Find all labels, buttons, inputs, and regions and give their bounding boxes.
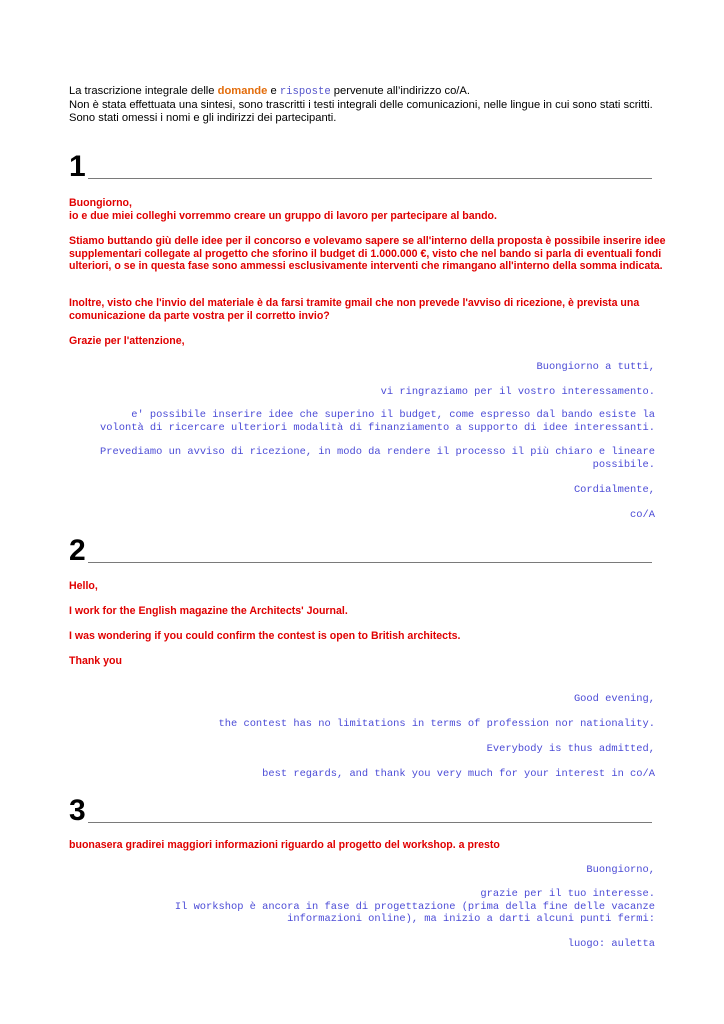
section-divider — [88, 178, 652, 179]
question-text: Thank you — [69, 655, 122, 667]
section-number: 3 — [69, 794, 86, 827]
answer-text: grazie per il tuo interesse. — [480, 888, 655, 900]
answer-text: Cordialmente, — [573, 484, 655, 496]
question-text: buonasera gradirei maggiori informazioni riguardo al progetto del workshop. a presto — [69, 839, 500, 851]
answer-text: e' possibile inserire idee che superino il budget, come espresso dal bando esiste la — [131, 409, 655, 421]
question-text: Buongiorno, — [69, 197, 132, 209]
answer-text: informazioni online), ma inizio a darti alcuni punti fermi: — [287, 913, 655, 925]
answer-text: the contest has no limitations in terms of profession nor nationality. — [218, 718, 655, 730]
intro-line-1 — [69, 85, 669, 99]
section-heading-1 — [69, 149, 652, 183]
keyword-questions: domande — [217, 85, 268, 97]
section-number: 1 — [69, 150, 86, 183]
answer-text: Buongiorno a tutti, — [536, 361, 655, 373]
question-text: Grazie per l'attenzione, — [69, 335, 185, 347]
intro-text: e — [267, 85, 280, 97]
intro-text: La trascrizione integrale delle — [69, 85, 218, 97]
section-number: 2 — [69, 534, 86, 567]
answer-text: Il workshop è ancora in fase di progettazione (prima della fine delle vacanze — [174, 901, 655, 913]
answer-text: co/A — [630, 509, 655, 521]
answer-text: Prevediamo un avviso di ricezione, in modo da rendere il processo il più chiaro e lineare — [100, 446, 655, 458]
question-text: Stiamo buttando giù delle idee per il concorso e volevamo sapere se all'interno della proposta è possibile inserire idee supplementari collegate al progetto che sforino il budget di 1.000.000 €, visto che nel bando si parla di eventuali fondi ulteriori, o se in questa fase sono ammessi esclusivamente interventi che rimangano all'interno della somma indicata. — [69, 235, 666, 272]
answer-text: Good evening, — [573, 693, 655, 705]
intro-line-3: Sono stati omessi i nomi e gli indirizzi dei partecipanti. — [69, 112, 337, 124]
answer-text: possibile. — [592, 459, 655, 471]
answer-text: volontà di ricercare ulteriori modalità di finanziamento a supporto di idee interessanti. — [100, 422, 655, 434]
keyword-answers: risposte — [279, 86, 331, 98]
intro-line-2: Non è stata effettuata una sintesi, sono trascritti i testi integrali delle comunicazioni, nelle lingue in cui sono stati scritti. — [69, 99, 653, 111]
intro-text: pervenute all’indirizzo co/A. — [330, 85, 470, 97]
answer-text: luogo: auletta — [567, 938, 655, 950]
intro-paragraph — [69, 85, 669, 125]
section-divider — [88, 822, 652, 823]
question-text: Inoltre, visto che l'invio del materiale è da farsi tramite gmail che non prevede l'avviso di ricezione, è prevista una comunicazione da parte vostra per il corretto invio? — [69, 297, 640, 322]
question-text: I was wondering if you could confirm the contest is open to British architects. — [69, 630, 461, 642]
answer-text: vi ringraziamo per il vostro interessamento. — [380, 386, 655, 398]
section-heading-3 — [69, 793, 652, 827]
question-text: io e due miei colleghi vorremmo creare un gruppo di lavoro per partecipare al bando. — [69, 210, 497, 222]
question-text: I work for the English magazine the Architects' Journal. — [69, 605, 348, 617]
question-text: Hello, — [69, 580, 98, 592]
section-heading-2 — [69, 533, 652, 567]
answer-text: Buongiorno, — [586, 864, 655, 876]
answer-text: Everybody is thus admitted, — [486, 743, 655, 755]
section-divider — [88, 562, 652, 563]
answer-text: best regards, and thank you very much for your interest in co/A — [262, 768, 655, 780]
